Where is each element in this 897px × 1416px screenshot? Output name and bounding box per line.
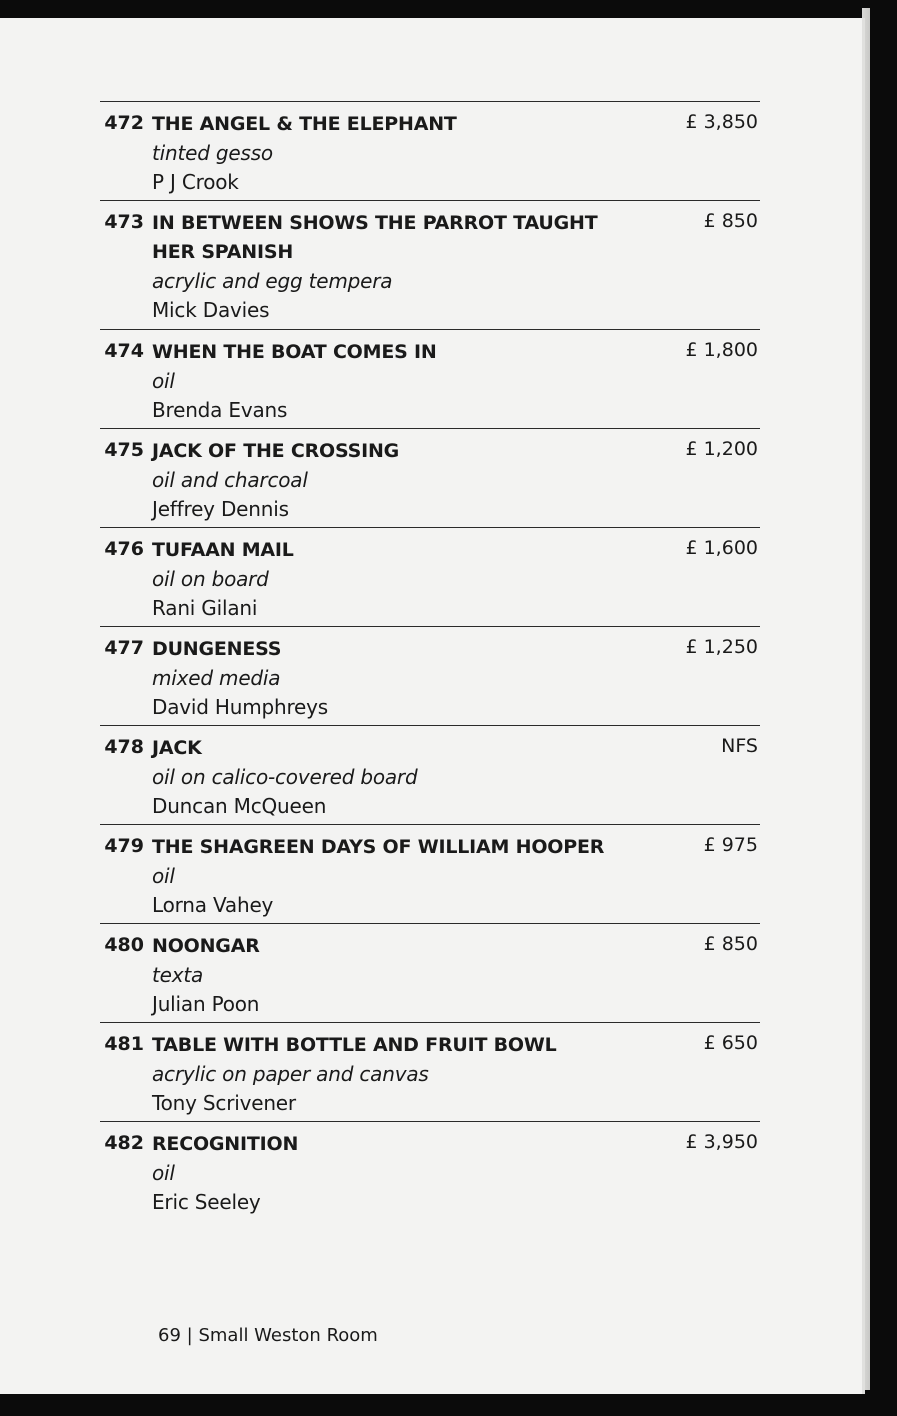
- artwork-title: DUNGENESS: [152, 638, 282, 660]
- artist-name: Lorna Vahey: [152, 893, 274, 917]
- artwork-title: THE ANGEL & THE ELEPHANT: [152, 113, 457, 135]
- lot-number: 481: [104, 1033, 144, 1055]
- artwork-price: £ 1,800: [685, 339, 758, 361]
- entry-list: [100, 101, 760, 1220]
- lot-number: 475: [104, 439, 144, 461]
- entry-text: [152, 536, 622, 623]
- lot-number: 476: [104, 538, 144, 560]
- artwork-medium: mixed media: [152, 666, 281, 690]
- lot-number: 473: [104, 211, 144, 233]
- entry-478: [100, 725, 760, 824]
- artwork-medium: oil: [152, 369, 175, 393]
- lot-number: 479: [104, 835, 144, 857]
- artwork-price: £ 850: [703, 933, 758, 955]
- lot-number: 474: [104, 340, 144, 362]
- artwork-medium: oil: [152, 1161, 175, 1185]
- artwork-price: £ 850: [703, 210, 758, 232]
- entry-473: [100, 200, 760, 329]
- entry-text: [152, 635, 622, 722]
- artist-name: David Humphreys: [152, 695, 329, 719]
- artist-name: Jeffrey Dennis: [152, 497, 289, 521]
- artist-name: P J Crook: [152, 170, 239, 194]
- artwork-medium: acrylic and egg tempera: [152, 269, 393, 293]
- artwork-title: RECOGNITION: [152, 1133, 299, 1155]
- catalogue-page: [0, 18, 865, 1394]
- artist-name: Rani Gilani: [152, 596, 258, 620]
- artwork-medium: oil on calico-covered board: [152, 765, 418, 789]
- entry-472: [100, 101, 760, 200]
- entry-477: [100, 626, 760, 725]
- artwork-title: TABLE WITH BOTTLE AND FRUIT BOWL: [152, 1034, 557, 1056]
- artwork-medium: texta: [152, 963, 204, 987]
- artwork-title: THE SHAGREEN DAYS OF WILLIAM HOOPER: [152, 836, 605, 858]
- lot-number: 482: [104, 1132, 144, 1154]
- entry-text: [152, 338, 622, 425]
- artwork-title: WHEN THE BOAT COMES IN: [152, 341, 437, 363]
- lot-number: 472: [104, 112, 144, 134]
- entry-482: [100, 1121, 760, 1220]
- lot-number: 480: [104, 934, 144, 956]
- entry-text: [152, 734, 622, 821]
- room-name: Small Weston Room: [198, 1325, 378, 1346]
- artwork-price: £ 1,200: [685, 438, 758, 460]
- entry-text: [152, 932, 622, 1019]
- artwork-price: £ 3,850: [685, 111, 758, 133]
- entry-480: [100, 923, 760, 1022]
- artwork-title: TUFAAN MAIL: [152, 539, 294, 561]
- artwork-medium: tinted gesso: [152, 141, 273, 165]
- entry-text: [152, 833, 622, 920]
- entry-text: [152, 209, 622, 325]
- artwork-price: £ 975: [703, 834, 758, 856]
- artist-name: Tony Scrivener: [152, 1091, 296, 1115]
- artist-name: Brenda Evans: [152, 398, 288, 422]
- entry-475: [100, 428, 760, 527]
- entry-476: [100, 527, 760, 626]
- page-number: 69: [158, 1325, 181, 1346]
- artist-name: Eric Seeley: [152, 1190, 261, 1214]
- entry-481: [100, 1022, 760, 1121]
- artwork-price: NFS: [721, 735, 758, 757]
- artwork-title: NOONGAR: [152, 935, 260, 957]
- entry-text: [152, 1130, 622, 1217]
- artwork-price: £ 650: [703, 1032, 758, 1054]
- artwork-price: £ 1,600: [685, 537, 758, 559]
- artwork-medium: acrylic on paper and canvas: [152, 1062, 429, 1086]
- entry-text: [152, 110, 622, 197]
- footer-separator: |: [186, 1325, 193, 1346]
- entry-474: [100, 329, 760, 428]
- artist-name: Julian Poon: [152, 992, 260, 1016]
- artwork-medium: oil on board: [152, 567, 269, 591]
- entry-text: [152, 1031, 622, 1118]
- artwork-title: JACK OF THE CROSSING: [152, 440, 400, 462]
- artwork-price: £ 3,950: [685, 1131, 758, 1153]
- artwork-title: IN BETWEEN SHOWS THE PARROT TAUGHT HER SPANISH: [152, 212, 598, 263]
- entry-479: [100, 824, 760, 923]
- artwork-medium: oil: [152, 864, 175, 888]
- artist-name: Mick Davies: [152, 298, 270, 322]
- page-footer: [158, 1325, 378, 1346]
- artist-name: Duncan McQueen: [152, 794, 327, 818]
- artwork-price: £ 1,250: [685, 636, 758, 658]
- artwork-medium: oil and charcoal: [152, 468, 308, 492]
- artwork-title: JACK: [152, 737, 202, 759]
- lot-number: 478: [104, 736, 144, 758]
- lot-number: 477: [104, 637, 144, 659]
- entry-text: [152, 437, 622, 524]
